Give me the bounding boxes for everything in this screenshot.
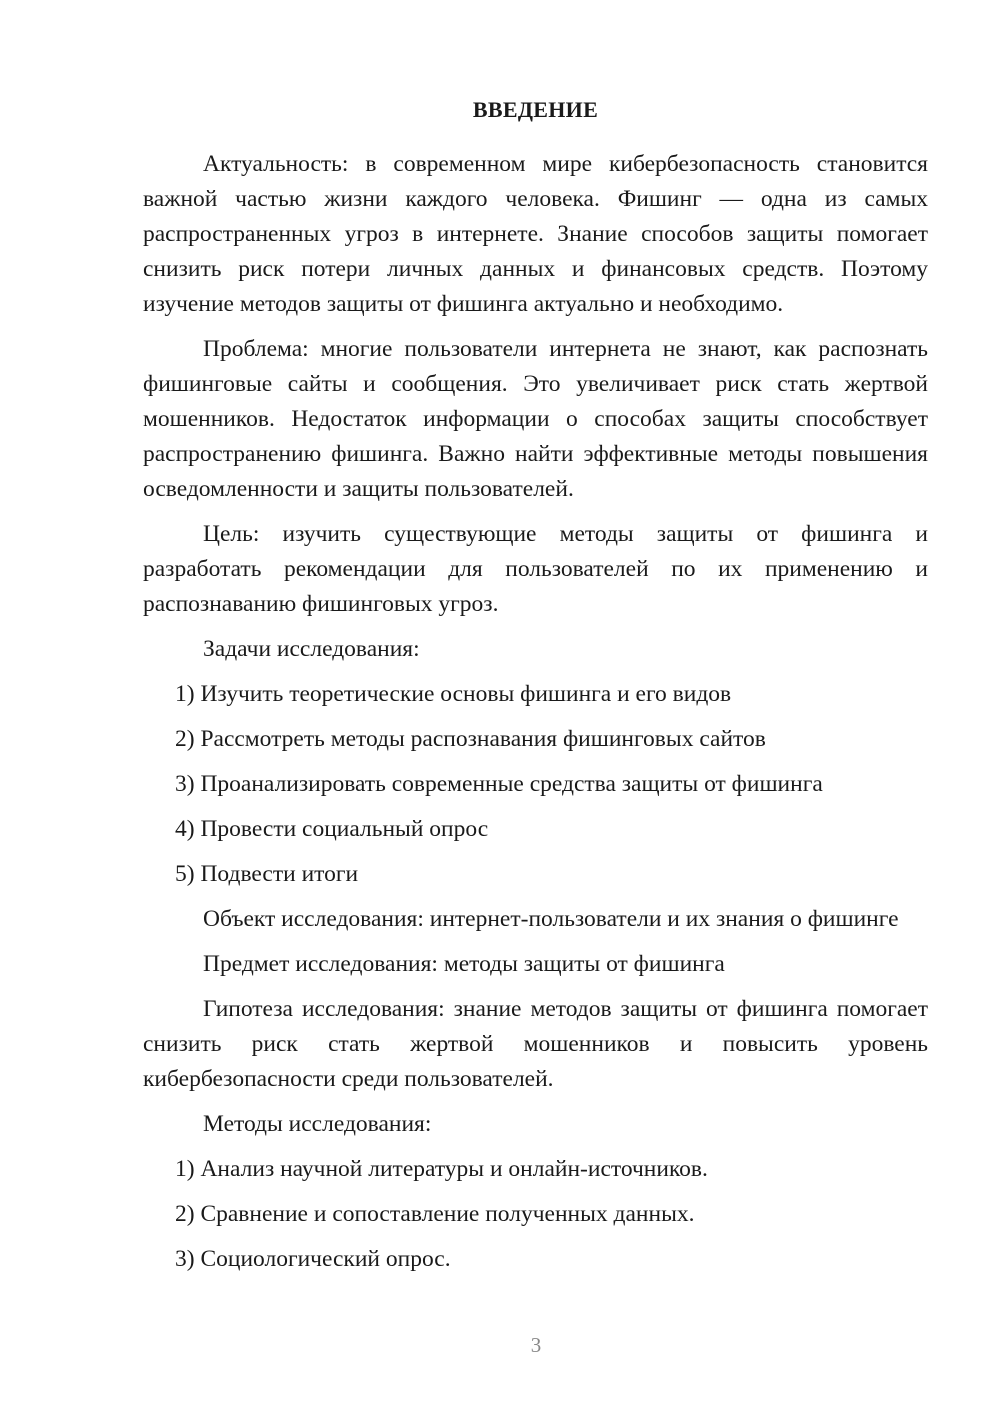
methods-list-item: 3) Социологический опрос.	[175, 1246, 451, 1272]
page-number: 3	[530, 1333, 542, 1357]
paragraph-problem: Проблема: многие пользователи интернета не знают, как распознать фишинговые сайты и сообщения. Это увеличивает риск стать жертвой мошенников. Недостаток информации о способах защиты способствует распространению фишинга. Важно найти эффективные методы повышения осведомленности и защиты пользователей.	[143, 336, 928, 502]
tasks-list-item: 2) Рассмотреть методы распознавания фишинговых сайтов	[175, 726, 766, 752]
methods-heading: Методы исследования:	[203, 1111, 432, 1137]
page-content	[143, 92, 928, 1287]
paragraph-object: Объект исследования: интернет-пользователи и их знания о фишинге	[203, 906, 899, 932]
tasks-list-item: 5) Подвести итоги	[175, 861, 359, 887]
tasks-list-item: 1) Изучить теоретические основы фишинга и его видов	[175, 681, 732, 707]
methods-list	[143, 1152, 928, 1277]
paragraph-relevance: Актуальность: в современном мире кибербезопасность становится важной частью жизни каждого человека. Фишинг — одна из самых распространенных угроз в интернете. Знание способов защиты помогает снизить риск потери личных данных и финансовых средств. Поэтому изучение методов защиты от фишинга актуально и необходимо.	[143, 151, 928, 317]
tasks-list	[143, 677, 928, 892]
tasks-heading: Задачи исследования:	[203, 636, 420, 662]
paragraph-hypothesis: Гипотеза исследования: знание методов защиты от фишинга помогает снизить риск стать жертвой мошенников и повысить уровень кибербезопасности среди пользователей.	[143, 996, 928, 1092]
paragraph-goal: Цель: изучить существующие методы защиты от фишинга и разработать рекомендации для пользователей по их применению и распознаванию фишинговых угроз.	[143, 521, 928, 617]
tasks-list-item: 4) Провести социальный опрос	[175, 816, 489, 842]
paragraph-subject: Предмет исследования: методы защиты от фишинга	[203, 951, 725, 977]
methods-list-item: 2) Сравнение и сопоставление полученных данных.	[175, 1201, 695, 1227]
methods-list-item: 1) Анализ научной литературы и онлайн-источников.	[175, 1156, 708, 1182]
tasks-list-item: 3) Проанализировать современные средства защиты от фишинга	[175, 771, 823, 797]
section-title: ВВЕДЕНИЕ	[472, 97, 599, 122]
